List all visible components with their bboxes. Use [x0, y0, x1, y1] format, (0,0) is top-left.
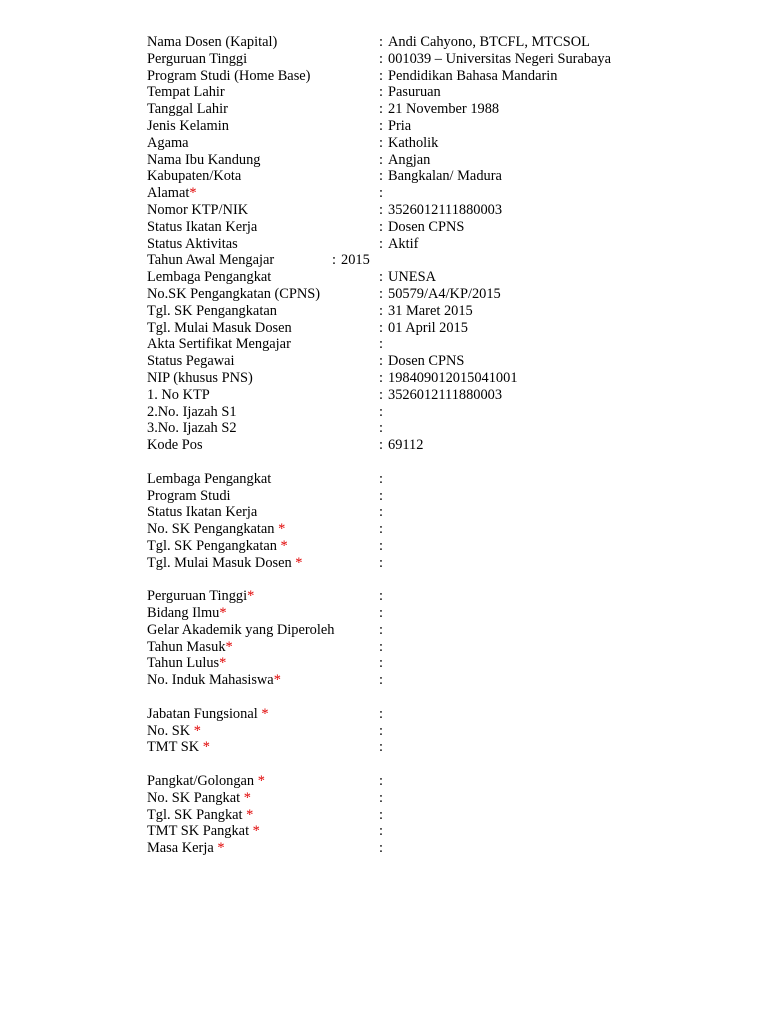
- form-row: [147, 336, 707, 353]
- section-pangkat: [147, 773, 707, 857]
- form-row: [147, 152, 707, 169]
- required-asterisk: *: [273, 672, 281, 689]
- field-label: [147, 823, 260, 840]
- field-value: Dosen CPNS: [388, 353, 465, 370]
- field-label: [147, 370, 253, 387]
- field-label-text: Perguruan Tinggi: [147, 588, 248, 605]
- section-jabatan: [147, 706, 707, 756]
- form-row: [147, 404, 707, 421]
- field-value: 001039 – Universitas Negeri Surabaya: [388, 50, 611, 67]
- form-row: [147, 790, 707, 807]
- field-label-text: TMT SK Pangkat: [147, 823, 253, 840]
- section-pengangkatan: [147, 471, 707, 572]
- field-label: [147, 51, 247, 68]
- field-label-text: Bidang Ilmu: [147, 605, 220, 622]
- field-label-text: Tempat Lahir: [147, 84, 225, 101]
- field-separator: :: [379, 672, 383, 689]
- field-value: 50579/A4/KP/2015: [388, 285, 501, 302]
- field-value: 3526012111880003: [388, 201, 503, 218]
- field-label-text: Tgl. Mulai Masuk Dosen: [147, 319, 292, 336]
- field-value: Andi Cahyono, BTCFL, MTCSOL: [388, 34, 590, 50]
- field-label: [147, 303, 277, 320]
- field-label: [147, 219, 257, 236]
- field-label-text: Kabupaten/Kota: [147, 168, 242, 185]
- field-separator: :: [379, 168, 383, 185]
- field-separator: :: [379, 386, 383, 403]
- field-separator: :: [379, 789, 383, 806]
- field-separator: :: [379, 655, 383, 672]
- field-label: [147, 252, 274, 269]
- field-label-text: Status Ikatan Kerja: [147, 504, 258, 521]
- field-value: Bangkalan/ Madura: [388, 168, 502, 185]
- form-row: [147, 286, 707, 303]
- field-separator: :: [379, 537, 383, 554]
- required-asterisk: *: [257, 773, 265, 790]
- field-label: [147, 152, 261, 169]
- field-label-text: No. SK Pangkat: [147, 789, 244, 806]
- form-row: [147, 370, 707, 387]
- section-gap: [147, 572, 707, 589]
- field-label: [147, 538, 288, 555]
- field-label: [147, 840, 225, 857]
- required-asterisk: *: [280, 537, 288, 554]
- field-label: [147, 706, 269, 723]
- form-row: [147, 723, 707, 740]
- form-row: [147, 807, 707, 824]
- required-asterisk: *: [189, 185, 197, 202]
- field-label: [147, 34, 277, 51]
- form-row: [147, 773, 707, 790]
- field-label-text: Tgl. SK Pengangkatan: [147, 302, 277, 319]
- field-label-text: NIP (khusus PNS): [147, 369, 253, 386]
- field-separator: :: [379, 218, 383, 235]
- field-label: [147, 488, 231, 505]
- field-label: [147, 555, 303, 572]
- field-label: [147, 672, 281, 689]
- section-gap: [147, 454, 707, 471]
- field-label: [147, 605, 227, 622]
- field-label: [147, 420, 237, 437]
- field-label-text: Tgl. SK Pangkat: [147, 806, 247, 823]
- field-label: [147, 437, 203, 454]
- field-value: 3526012111880003: [388, 386, 503, 403]
- field-label-text: Pangkat/Golongan: [147, 773, 258, 790]
- field-label: [147, 404, 237, 421]
- field-separator: :: [379, 84, 383, 101]
- field-separator: :: [379, 50, 383, 67]
- field-label-text: Status Ikatan Kerja: [147, 218, 258, 235]
- field-label-text: Program Studi (Home Base): [147, 67, 311, 84]
- field-label-text: Nama Dosen (Kapital): [147, 34, 278, 50]
- field-separator: :: [379, 302, 383, 319]
- field-value: Pasuruan: [388, 84, 441, 101]
- form-row: [147, 202, 707, 219]
- field-value: Katholik: [388, 134, 439, 151]
- form-row: [147, 488, 707, 505]
- form-row: [147, 51, 707, 68]
- form-row: [147, 252, 707, 269]
- field-label-text: Masa Kerja: [147, 840, 218, 857]
- field-label: [147, 639, 233, 656]
- field-value: 198409012015041001: [388, 369, 518, 386]
- field-label-text: No. SK: [147, 722, 194, 739]
- field-value: 2015: [341, 252, 370, 269]
- required-asterisk: *: [193, 722, 201, 739]
- field-label-text: Kode Pos: [147, 437, 203, 454]
- field-value: Aktif: [388, 235, 419, 252]
- field-label-text: Tahun Masuk: [147, 638, 226, 655]
- field-label-text: Tahun Lulus: [147, 655, 220, 672]
- field-label: [147, 504, 257, 521]
- form-row: [147, 739, 707, 756]
- form-row: [147, 101, 707, 118]
- field-separator: :: [379, 705, 383, 722]
- form-row: [147, 706, 707, 723]
- field-label: [147, 790, 251, 807]
- field-label: [147, 168, 241, 185]
- field-label-text: Jabatan Fungsional: [147, 705, 262, 722]
- field-separator: :: [379, 554, 383, 571]
- field-label-text: Gelar Akademik yang Diperoleh: [147, 621, 335, 638]
- field-separator: :: [379, 319, 383, 336]
- field-separator: :: [379, 185, 383, 202]
- field-label: [147, 773, 265, 790]
- required-asterisk: *: [243, 789, 251, 806]
- field-value: UNESA: [388, 269, 436, 286]
- field-value: 01 April 2015: [388, 319, 468, 336]
- field-separator: :: [379, 739, 383, 756]
- field-label: [147, 807, 253, 824]
- form-row: [147, 353, 707, 370]
- form-row: [147, 168, 707, 185]
- field-label-text: 2.No. Ijazah S1: [147, 403, 237, 420]
- field-label-text: Lembaga Pengangkat: [147, 269, 272, 286]
- field-label: [147, 471, 271, 488]
- form-row: [147, 387, 707, 404]
- field-label-text: Status Aktivitas: [147, 235, 238, 252]
- form-row: [147, 588, 707, 605]
- required-asterisk: *: [202, 739, 210, 756]
- field-separator: :: [379, 269, 383, 286]
- field-separator: :: [379, 151, 383, 168]
- field-separator: :: [379, 823, 383, 840]
- field-label: [147, 336, 291, 353]
- form-row: [147, 555, 707, 572]
- required-asterisk: *: [217, 840, 225, 857]
- form-row: [147, 420, 707, 437]
- field-label-text: Alamat: [147, 185, 190, 202]
- required-asterisk: *: [295, 554, 303, 571]
- field-label: [147, 320, 292, 337]
- field-label: [147, 269, 271, 286]
- field-separator: :: [379, 67, 383, 84]
- field-label-text: Tanggal Lahir: [147, 101, 228, 118]
- required-asterisk: *: [225, 638, 233, 655]
- field-value: 31 Maret 2015: [388, 302, 473, 319]
- field-label-text: No. Induk Mahasiswa: [147, 672, 274, 689]
- form-row: [147, 605, 707, 622]
- field-separator: :: [379, 117, 383, 134]
- form-row: [147, 303, 707, 320]
- field-separator: :: [379, 487, 383, 504]
- field-separator: :: [379, 605, 383, 622]
- form-row: [147, 622, 707, 639]
- required-asterisk: *: [246, 806, 254, 823]
- field-label-text: Akta Sertifikat Mengajar: [147, 336, 291, 353]
- field-label: [147, 622, 334, 639]
- field-separator: :: [379, 806, 383, 823]
- field-label-text: Status Pegawai: [147, 353, 235, 370]
- form-row: [147, 118, 707, 135]
- field-separator: :: [379, 235, 383, 252]
- required-asterisk: *: [278, 521, 286, 538]
- field-separator: :: [379, 134, 383, 151]
- form-row: [147, 655, 707, 672]
- field-label-text: Tahun Awal Mengajar: [147, 252, 275, 269]
- form-row: [147, 68, 707, 85]
- field-label-text: Lembaga Pengangkat: [147, 470, 272, 487]
- field-label-text: Nomor KTP/NIK: [147, 201, 249, 218]
- required-asterisk: *: [247, 588, 255, 605]
- required-asterisk: *: [252, 823, 260, 840]
- document-body: [147, 34, 707, 857]
- required-asterisk: *: [219, 655, 227, 672]
- field-label: [147, 68, 310, 85]
- form-row: [147, 639, 707, 656]
- field-value: Angjan: [388, 151, 431, 168]
- field-separator: :: [379, 420, 383, 437]
- field-value: Dosen CPNS: [388, 218, 465, 235]
- form-row: [147, 185, 707, 202]
- section-gap: [147, 689, 707, 706]
- field-label: [147, 286, 320, 303]
- field-value: 69112: [388, 437, 424, 454]
- form-row: [147, 320, 707, 337]
- field-separator: :: [379, 369, 383, 386]
- field-label-text: Perguruan Tinggi: [147, 50, 248, 67]
- field-separator: :: [379, 353, 383, 370]
- field-label-text: Jenis Kelamin: [147, 117, 229, 134]
- form-row: [147, 34, 707, 51]
- field-label: [147, 202, 248, 219]
- field-label: [147, 353, 235, 370]
- field-label: [147, 101, 228, 118]
- field-value: Pendidikan Bahasa Mandarin: [388, 67, 558, 84]
- field-label-text: TMT SK: [147, 739, 203, 756]
- form-row: [147, 135, 707, 152]
- field-separator: :: [379, 34, 383, 50]
- form-row: [147, 236, 707, 253]
- field-label-text: 1. No KTP: [147, 386, 210, 403]
- field-separator: :: [379, 621, 383, 638]
- form-row: [147, 521, 707, 538]
- field-label-text: Program Studi: [147, 487, 231, 504]
- field-label-text: 3.No. Ijazah S2: [147, 420, 237, 437]
- field-separator: :: [379, 285, 383, 302]
- field-separator: :: [379, 773, 383, 790]
- field-label-text: Tgl. SK Pengangkatan: [147, 537, 281, 554]
- field-label-text: Agama: [147, 134, 189, 151]
- field-label: [147, 588, 254, 605]
- section-pendidikan: [147, 588, 707, 689]
- field-label: [147, 387, 210, 404]
- field-label-text: Nama Ibu Kandung: [147, 151, 261, 168]
- field-label: [147, 236, 238, 253]
- field-separator: :: [379, 201, 383, 218]
- form-row: [147, 219, 707, 236]
- field-separator: :: [379, 336, 383, 353]
- field-value: Pria: [388, 117, 412, 134]
- form-row: [147, 538, 707, 555]
- form-row: [147, 672, 707, 689]
- field-separator: :: [379, 504, 383, 521]
- field-label: [147, 739, 210, 756]
- form-row: [147, 823, 707, 840]
- field-label: [147, 185, 197, 202]
- field-separator: :: [332, 252, 336, 269]
- section-gap: [147, 756, 707, 773]
- field-separator: :: [379, 437, 383, 454]
- field-value: 21 November 1988: [388, 101, 500, 118]
- field-separator: :: [379, 470, 383, 487]
- form-row: [147, 471, 707, 488]
- field-separator: :: [379, 101, 383, 118]
- field-label: [147, 723, 201, 740]
- field-label: [147, 118, 229, 135]
- field-label: [147, 84, 225, 101]
- field-label-text: No. SK Pengangkatan: [147, 521, 279, 538]
- field-label-text: No.SK Pengangkatan (CPNS): [147, 285, 321, 302]
- form-row: [147, 437, 707, 454]
- form-row: [147, 504, 707, 521]
- field-separator: :: [379, 588, 383, 605]
- field-label: [147, 135, 189, 152]
- field-label-text: Tgl. Mulai Masuk Dosen: [147, 554, 296, 571]
- field-separator: :: [379, 840, 383, 857]
- required-asterisk: *: [261, 705, 269, 722]
- form-row: [147, 84, 707, 101]
- field-separator: :: [379, 403, 383, 420]
- field-separator: :: [379, 521, 383, 538]
- field-label: [147, 655, 226, 672]
- field-separator: :: [379, 722, 383, 739]
- field-label: [147, 521, 285, 538]
- field-separator: :: [379, 638, 383, 655]
- form-row: [147, 840, 707, 857]
- required-asterisk: *: [219, 605, 227, 622]
- form-row: [147, 269, 707, 286]
- section-identitas: [147, 34, 707, 454]
